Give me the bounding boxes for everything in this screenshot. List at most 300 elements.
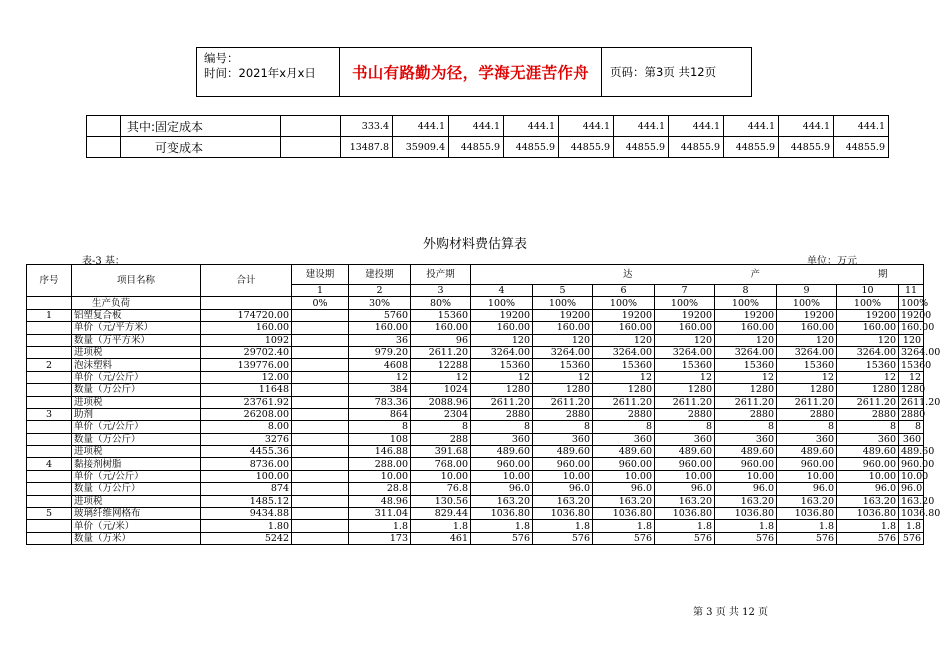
row-total: 9434.88 — [201, 508, 292, 520]
row-value: 391.68 — [411, 446, 471, 458]
row-total: 8736.00 — [201, 458, 292, 470]
row-value: 10.00 — [349, 470, 411, 482]
header-time-label: 时间：2021年x月x日 — [204, 66, 316, 80]
row-value: 5760 — [349, 309, 411, 321]
row-value: 1036.80 — [533, 508, 593, 520]
row-value: 288 — [411, 433, 471, 445]
header-year: 3 — [411, 285, 471, 297]
cost-value: 44855.9 — [614, 137, 669, 158]
table-row — [27, 346, 924, 358]
header-year: 1 — [292, 285, 349, 297]
row-value: 96.0 — [899, 483, 924, 495]
header-page-code: 页码：第3页 共12页 — [610, 65, 717, 79]
row-value — [292, 334, 349, 346]
row-value: 1036.80 — [715, 508, 777, 520]
row-seq — [27, 470, 72, 482]
row-total: 3276 — [201, 433, 292, 445]
row-value: 1280 — [655, 384, 715, 396]
row-value — [292, 309, 349, 321]
row-value: 163.20 — [471, 495, 533, 507]
load-value: 100% — [593, 297, 655, 309]
row-total: 5242 — [201, 532, 292, 544]
row-name: 数量（万米） — [72, 532, 201, 544]
row-value: 12 — [593, 371, 655, 383]
row-value: 1024 — [411, 384, 471, 396]
cost-value: 44855.9 — [559, 137, 614, 158]
load-value: 80% — [411, 297, 471, 309]
load-value: 100% — [471, 297, 533, 309]
header-reach-1: 达 — [623, 269, 633, 280]
row-name: 铝塑复合板 — [72, 309, 201, 321]
row-value: 8 — [411, 421, 471, 433]
row-value: 10.00 — [777, 470, 837, 482]
row-value: 12 — [715, 371, 777, 383]
row-value: 1036.80 — [593, 508, 655, 520]
row-value: 576 — [593, 532, 655, 544]
row-value: 489.60 — [837, 446, 899, 458]
row-value: 489.60 — [533, 446, 593, 458]
row-value: 96.0 — [593, 483, 655, 495]
row-value: 576 — [655, 532, 715, 544]
row-value: 576 — [899, 532, 924, 544]
row-total: 26208.00 — [201, 408, 292, 420]
row-value: 960.00 — [715, 458, 777, 470]
row-value: 8 — [899, 421, 924, 433]
row-name: 单价（元/平方米） — [72, 322, 201, 334]
row-value: 1.8 — [349, 520, 411, 532]
load-row — [27, 297, 924, 309]
row-value: 3264.00 — [471, 346, 533, 358]
row-value: 2880 — [899, 408, 924, 420]
row-value: 146.88 — [349, 446, 411, 458]
row-value — [292, 371, 349, 383]
row-value: 10.00 — [837, 470, 899, 482]
row-value: 1.8 — [777, 520, 837, 532]
row-value: 311.04 — [349, 508, 411, 520]
row-total: 1485.12 — [201, 495, 292, 507]
row-value — [292, 520, 349, 532]
row-value: 19200 — [837, 309, 899, 321]
row-value: 1.8 — [715, 520, 777, 532]
row-value — [292, 384, 349, 396]
cost-blank — [87, 116, 121, 137]
row-value: 3264.00 — [533, 346, 593, 358]
row-value: 160.00 — [715, 322, 777, 334]
row-value: 96.0 — [471, 483, 533, 495]
header-reach — [471, 265, 924, 285]
row-value: 160.00 — [533, 322, 593, 334]
header-seq: 序号 — [27, 265, 72, 297]
row-value: 1.8 — [593, 520, 655, 532]
row-total: 160.00 — [201, 322, 292, 334]
row-value — [292, 359, 349, 371]
table-row — [27, 408, 924, 420]
row-value: 1.8 — [411, 520, 471, 532]
row-value: 1280 — [899, 384, 924, 396]
row-total: 12.00 — [201, 371, 292, 383]
row-total: 874 — [201, 483, 292, 495]
load-value: 0% — [292, 297, 349, 309]
row-value: 2880 — [715, 408, 777, 420]
row-value: 163.20 — [899, 495, 924, 507]
row-value: 3264.00 — [899, 346, 924, 358]
row-value: 120 — [533, 334, 593, 346]
row-total: 1.80 — [201, 520, 292, 532]
header-total: 合计 — [201, 265, 292, 297]
row-seq — [27, 384, 72, 396]
row-value: 10.00 — [471, 470, 533, 482]
row-value: 1280 — [837, 384, 899, 396]
row-name: 数量（万公斤） — [72, 483, 201, 495]
cost-value: 444.1 — [393, 116, 449, 137]
row-value: 2611.20 — [837, 396, 899, 408]
row-value: 160.00 — [593, 322, 655, 334]
row-value: 96.0 — [533, 483, 593, 495]
row-value: 8 — [593, 421, 655, 433]
header-year: 9 — [777, 285, 837, 297]
row-name: 数量（万公斤） — [72, 384, 201, 396]
row-value: 8 — [837, 421, 899, 433]
row-value: 3264.00 — [715, 346, 777, 358]
cost-value: 444.1 — [779, 116, 834, 137]
row-value: 8 — [715, 421, 777, 433]
row-value: 120 — [715, 334, 777, 346]
row-value: 829.44 — [411, 508, 471, 520]
row-value: 19200 — [899, 309, 924, 321]
row-value: 163.20 — [533, 495, 593, 507]
header-row-phases — [27, 265, 924, 285]
row-value: 2880 — [533, 408, 593, 420]
row-value — [292, 322, 349, 334]
row-value: 288.00 — [349, 458, 411, 470]
row-seq — [27, 346, 72, 358]
row-value: 3264.00 — [777, 346, 837, 358]
cost-blank — [87, 137, 121, 158]
load-value: 30% — [349, 297, 411, 309]
cost-value: 444.1 — [449, 116, 504, 137]
header-year: 7 — [655, 285, 715, 297]
row-name: 泡沫塑料 — [72, 359, 201, 371]
row-value: 12 — [777, 371, 837, 383]
row-name: 进项税 — [72, 396, 201, 408]
row-value: 163.20 — [655, 495, 715, 507]
row-total: 1092 — [201, 334, 292, 346]
row-value: 12 — [655, 371, 715, 383]
row-value: 10.00 — [411, 470, 471, 482]
row-value: 1280 — [471, 384, 533, 396]
row-total: 29702.40 — [201, 346, 292, 358]
table-row — [27, 359, 924, 371]
row-value: 489.60 — [471, 446, 533, 458]
row-total: 139776.00 — [201, 359, 292, 371]
row-value: 163.20 — [593, 495, 655, 507]
table-row — [27, 433, 924, 445]
table-row — [27, 309, 924, 321]
row-value — [292, 396, 349, 408]
row-total: 8.00 — [201, 421, 292, 433]
cost-value: 44855.9 — [724, 137, 779, 158]
table-row — [27, 446, 924, 458]
row-value: 160.00 — [777, 322, 837, 334]
row-value: 4608 — [349, 359, 411, 371]
row-value — [292, 408, 349, 420]
row-value: 2880 — [777, 408, 837, 420]
row-seq — [27, 322, 72, 334]
table-row — [27, 396, 924, 408]
row-value: 360 — [777, 433, 837, 445]
load-value: 100% — [777, 297, 837, 309]
row-value: 3264.00 — [655, 346, 715, 358]
load-value: 100% — [837, 297, 899, 309]
row-value: 2611.20 — [593, 396, 655, 408]
row-value: 160.00 — [411, 322, 471, 334]
row-value: 15360 — [533, 359, 593, 371]
row-value: 15360 — [411, 309, 471, 321]
row-total: 100.00 — [201, 470, 292, 482]
row-name: 单价（元/公斤） — [72, 421, 201, 433]
row-value: 12 — [533, 371, 593, 383]
row-value: 576 — [715, 532, 777, 544]
row-total: 23761.92 — [201, 396, 292, 408]
row-value: 960.00 — [533, 458, 593, 470]
material-cost-table — [26, 264, 941, 545]
row-value: 19200 — [593, 309, 655, 321]
row-value: 8 — [471, 421, 533, 433]
row-value: 1280 — [715, 384, 777, 396]
row-value: 489.60 — [899, 446, 924, 458]
row-value: 76.8 — [411, 483, 471, 495]
load-value: 100% — [655, 297, 715, 309]
row-value: 108 — [349, 433, 411, 445]
row-seq: 4 — [27, 458, 72, 470]
row-seq — [27, 532, 72, 544]
row-value: 2611.20 — [411, 346, 471, 358]
row-name: 助剂 — [72, 408, 201, 420]
row-value: 360 — [655, 433, 715, 445]
row-value: 120 — [471, 334, 533, 346]
cost-value: 35909.4 — [393, 137, 449, 158]
row-name: 进项税 — [72, 495, 201, 507]
row-value: 173 — [349, 532, 411, 544]
row-value: 19200 — [471, 309, 533, 321]
row-seq — [27, 371, 72, 383]
cost-table-body — [87, 116, 889, 158]
row-value: 489.60 — [655, 446, 715, 458]
row-seq — [27, 495, 72, 507]
table-row — [27, 470, 924, 482]
row-seq — [27, 396, 72, 408]
cost-value: 444.1 — [504, 116, 559, 137]
header-year: 5 — [533, 285, 593, 297]
row-value: 360 — [471, 433, 533, 445]
row-name: 黏接剂树脂 — [72, 458, 201, 470]
row-value: 960.00 — [593, 458, 655, 470]
row-value: 2611.20 — [533, 396, 593, 408]
row-value: 576 — [471, 532, 533, 544]
row-value: 130.56 — [411, 495, 471, 507]
row-value: 360 — [533, 433, 593, 445]
row-name: 单价（元/公斤） — [72, 371, 201, 383]
row-value: 8 — [349, 421, 411, 433]
row-value: 15360 — [777, 359, 837, 371]
row-seq: 2 — [27, 359, 72, 371]
row-value: 160.00 — [899, 322, 924, 334]
row-value: 2611.20 — [715, 396, 777, 408]
row-value: 15360 — [837, 359, 899, 371]
row-value: 12288 — [411, 359, 471, 371]
row-value: 160.00 — [837, 322, 899, 334]
cost-value: 444.1 — [614, 116, 669, 137]
row-value: 120 — [777, 334, 837, 346]
cost-blank — [281, 116, 341, 137]
row-value: 160.00 — [471, 322, 533, 334]
page-header — [196, 47, 752, 97]
row-value — [292, 508, 349, 520]
row-value: 2611.20 — [655, 396, 715, 408]
row-value: 120 — [837, 334, 899, 346]
table-row — [27, 508, 924, 520]
cost-value: 444.1 — [559, 116, 614, 137]
row-value: 1280 — [777, 384, 837, 396]
table-row — [27, 421, 924, 433]
row-value: 8 — [533, 421, 593, 433]
page-footer: 第 3 页 共 12 页 — [693, 607, 768, 618]
row-value — [292, 483, 349, 495]
row-value: 163.20 — [777, 495, 837, 507]
row-value — [292, 458, 349, 470]
row-value: 8 — [655, 421, 715, 433]
load-value: 100% — [715, 297, 777, 309]
row-value: 1036.80 — [899, 508, 924, 520]
table-row — [27, 322, 924, 334]
load-total — [201, 297, 292, 309]
header-construction2: 建投期 — [349, 265, 411, 285]
row-value: 15360 — [471, 359, 533, 371]
cost-value: 333.4 — [341, 116, 393, 137]
row-seq: 1 — [27, 309, 72, 321]
row-value: 15360 — [655, 359, 715, 371]
cost-value: 44855.9 — [834, 137, 889, 158]
row-value: 96.0 — [655, 483, 715, 495]
cost-value: 44855.9 — [449, 137, 504, 158]
load-seq — [27, 297, 72, 309]
row-value: 1.8 — [471, 520, 533, 532]
row-value: 160.00 — [349, 322, 411, 334]
row-value: 384 — [349, 384, 411, 396]
header-year: 4 — [471, 285, 533, 297]
cost-label: 可变成本 — [121, 137, 281, 158]
cost-value: 13487.8 — [341, 137, 393, 158]
row-value: 19200 — [533, 309, 593, 321]
row-seq: 5 — [27, 508, 72, 520]
row-value: 163.20 — [837, 495, 899, 507]
row-value: 1036.80 — [471, 508, 533, 520]
row-value — [292, 346, 349, 358]
row-value — [292, 470, 349, 482]
row-value: 783.36 — [349, 396, 411, 408]
row-value: 864 — [349, 408, 411, 420]
header-production: 投产期 — [411, 265, 471, 285]
cost-value: 44855.9 — [669, 137, 724, 158]
row-seq — [27, 421, 72, 433]
row-value: 960.00 — [837, 458, 899, 470]
row-value: 360 — [715, 433, 777, 445]
row-value: 19200 — [777, 309, 837, 321]
row-seq: 3 — [27, 408, 72, 420]
row-name: 进项税 — [72, 346, 201, 358]
load-value: 100% — [533, 297, 593, 309]
header-year: 10 — [837, 285, 899, 297]
table-row — [27, 483, 924, 495]
row-name: 数量（万平方米） — [72, 334, 201, 346]
row-value: 1.8 — [533, 520, 593, 532]
row-value: 12 — [837, 371, 899, 383]
table-number: 表-3 基： — [82, 256, 125, 267]
row-total: 11648 — [201, 384, 292, 396]
row-value: 960.00 — [899, 458, 924, 470]
header-reach-3: 期 — [878, 269, 888, 280]
header-year: 2 — [349, 285, 411, 297]
header-year: 6 — [593, 285, 655, 297]
row-value: 28.8 — [349, 483, 411, 495]
row-value: 489.60 — [715, 446, 777, 458]
row-value: 12 — [349, 371, 411, 383]
row-value: 10.00 — [715, 470, 777, 482]
header-year: 11 — [899, 285, 924, 297]
row-seq — [27, 334, 72, 346]
row-value: 120 — [655, 334, 715, 346]
row-value: 96.0 — [837, 483, 899, 495]
row-value: 1036.80 — [655, 508, 715, 520]
table-row — [27, 334, 924, 346]
row-seq — [27, 520, 72, 532]
cost-blank — [281, 137, 341, 158]
row-value: 1.8 — [837, 520, 899, 532]
cost-row — [87, 116, 889, 137]
row-value: 461 — [411, 532, 471, 544]
row-seq — [27, 433, 72, 445]
row-value: 1.8 — [655, 520, 715, 532]
row-value — [292, 495, 349, 507]
row-value: 120 — [593, 334, 655, 346]
row-value: 1036.80 — [837, 508, 899, 520]
row-value: 96 — [411, 334, 471, 346]
table-row — [27, 520, 924, 532]
row-value — [292, 433, 349, 445]
row-total: 4455.36 — [201, 446, 292, 458]
row-value: 960.00 — [471, 458, 533, 470]
table-row — [27, 371, 924, 383]
row-value: 10.00 — [593, 470, 655, 482]
row-name: 数量（万公斤） — [72, 433, 201, 445]
row-value: 36 — [349, 334, 411, 346]
row-value: 1.8 — [899, 520, 924, 532]
row-value: 2880 — [837, 408, 899, 420]
table-title: 外购材料费估算表 — [422, 237, 527, 252]
cost-value: 444.1 — [669, 116, 724, 137]
row-value — [292, 421, 349, 433]
header-item: 项目名称 — [72, 265, 201, 297]
row-value: 360 — [837, 433, 899, 445]
row-value: 576 — [533, 532, 593, 544]
cost-table — [86, 115, 889, 158]
header-year: 8 — [715, 285, 777, 297]
cost-row — [87, 137, 889, 158]
header-motto: 书山有路勤为径，学海无涯苦作舟 — [340, 48, 602, 96]
row-value: 2611.20 — [899, 396, 924, 408]
row-seq — [27, 483, 72, 495]
cost-value: 444.1 — [724, 116, 779, 137]
